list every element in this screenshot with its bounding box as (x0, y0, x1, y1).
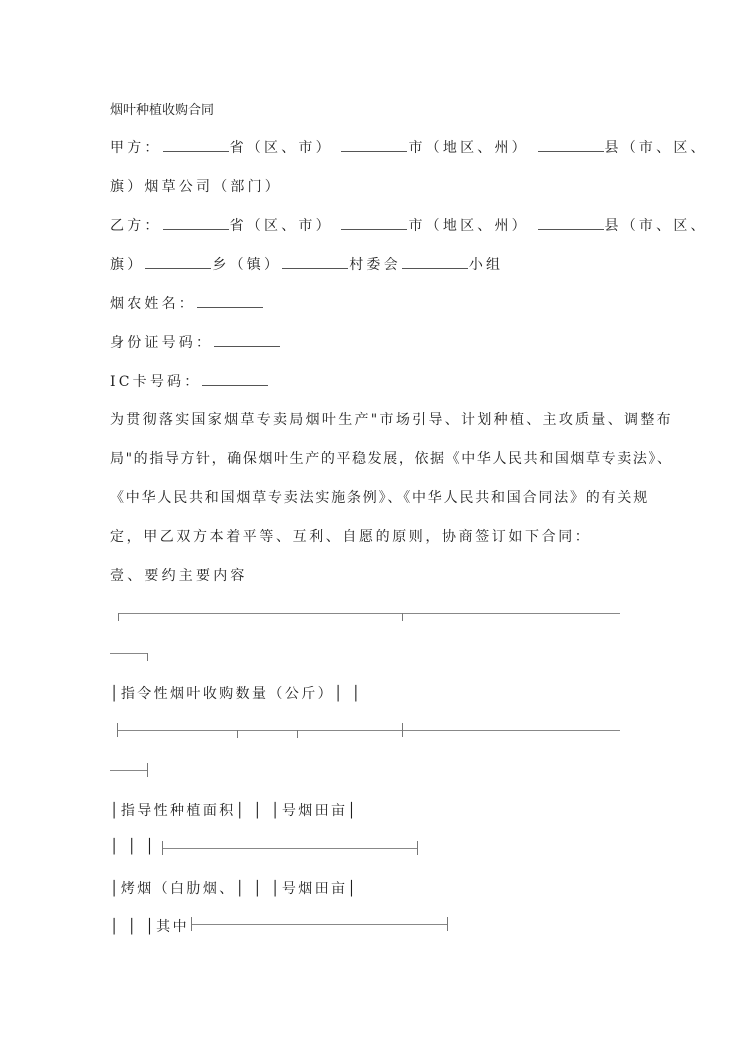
farmer-name-blank[interactable] (197, 294, 263, 308)
party-b-label: 乙方： (110, 218, 162, 234)
table-row-guidance-area: │指导性种植面积│ │ │号烟田亩│ (110, 803, 359, 819)
document-title: 烟叶种植收购合同 (110, 103, 215, 118)
party-a-line-1 (110, 137, 708, 157)
ic-card-line (110, 371, 269, 391)
farmer-name-line (110, 293, 264, 313)
id-number-line (110, 332, 281, 352)
table-row-bars: │ │ │ (110, 839, 157, 855)
id-number-blank[interactable] (214, 333, 280, 347)
county-blank[interactable] (538, 138, 604, 152)
table-rule (110, 770, 147, 771)
table-row-of-which: │ │ │其中 (110, 919, 189, 935)
table-rule (191, 924, 447, 925)
party-b-county-text: 县（市、区、 (604, 218, 708, 234)
table-rule (117, 730, 620, 731)
preamble-line-4: 定，甲乙双方本着平等、互利、自愿的原则，协商签订如下合同： (110, 529, 592, 545)
table-rule (118, 613, 620, 614)
party-a-line-2: 旗）烟草公司（部门） (110, 179, 282, 195)
township-text: 乡（镇） (212, 257, 282, 273)
section-1-heading: 壹、要约主要内容 (110, 568, 248, 584)
preamble-line-3: 《中华人民共和国烟草专卖法实施条例》、《中华人民共和国合同法》的有关规 (110, 490, 649, 506)
table-tick (191, 917, 192, 931)
table-row-flue-cured: │烤烟（白肋烟、│ │ │号烟田亩│ (110, 881, 359, 897)
table-tick (297, 730, 298, 738)
table-tick (402, 613, 403, 621)
party-b-line-2 (110, 254, 503, 274)
table-tick (147, 653, 148, 661)
id-number-label: 身份证号码： (110, 335, 214, 351)
table-tick (117, 723, 118, 737)
party-a-label: 甲方： (110, 140, 162, 156)
city-blank[interactable] (341, 216, 407, 230)
party-a-province-text: 省（区、市） (229, 140, 333, 156)
party-a-city-text: 市（地区、州） (408, 140, 529, 156)
group-blank[interactable] (402, 255, 468, 269)
table-tick (237, 730, 238, 738)
village-text: 村委会 (349, 257, 401, 273)
province-blank[interactable] (163, 216, 229, 230)
ic-card-label: IC卡号码： (110, 374, 202, 390)
table-row-directive-quantity: │指令性烟叶收购数量（公斤）│ │ (110, 686, 363, 702)
preamble-line-2: 局"的指导方针，确保烟叶生产的平稳发展，依据《中华人民共和国烟草专卖法》、 (110, 451, 673, 467)
township-blank[interactable] (145, 255, 211, 269)
table-tick (417, 841, 418, 855)
city-blank[interactable] (341, 138, 407, 152)
table-tick (147, 763, 148, 777)
table-rule (110, 653, 147, 654)
party-b-province-text: 省（区、市） (229, 218, 333, 234)
ic-card-blank[interactable] (202, 372, 268, 386)
party-b-city-text: 市（地区、州） (408, 218, 529, 234)
county-blank[interactable] (538, 216, 604, 230)
table-rule (162, 848, 417, 849)
party-b-banner-text: 旗） (110, 257, 145, 273)
province-blank[interactable] (163, 138, 229, 152)
table-tick (402, 723, 403, 737)
party-a-county-text: 县（市、区、 (604, 140, 708, 156)
table-tick (162, 841, 163, 855)
village-blank[interactable] (282, 255, 348, 269)
table-tick (118, 613, 119, 621)
party-b-line-1 (110, 215, 708, 235)
table-tick (447, 917, 448, 931)
preamble-line-1: 为贯彻落实国家烟草专卖局烟叶生产"市场引导、计划种植、主攻质量、调整布 (110, 412, 673, 428)
farmer-name-label: 烟农姓名： (110, 296, 196, 312)
group-text: 小组 (468, 257, 504, 273)
